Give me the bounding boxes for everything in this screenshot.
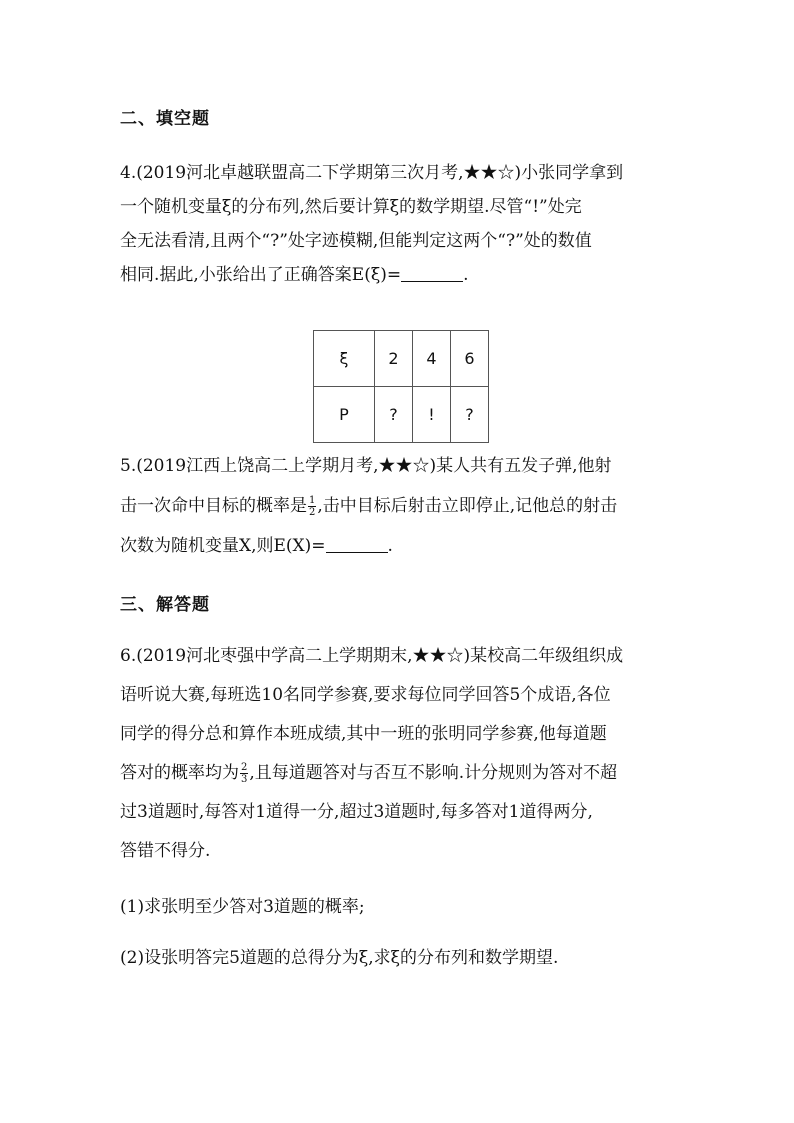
fraction-denominator: 2 [309,507,316,518]
question-5 [120,449,680,563]
section-heading-solutions: 三、解答题 [120,595,210,615]
question-5-line-2 [120,489,680,523]
question-5-line-3 [120,529,680,563]
table-cell: ! [413,387,451,443]
question-6 [120,639,680,975]
question-4-period: . [463,265,469,285]
table-cell: ξ [314,331,375,387]
fraction-two-thirds [240,762,248,785]
question-6-line-5: 过3道题时,每答对1道得一分,超过3道题时,每多答对1道得两分, [120,802,593,822]
question-5-text: 击一次命中目标的概率是 [120,496,307,516]
question-6-line-3: 同学的得分总和算作本班成绩,其中一班的张明同学参赛,他每道题 [120,724,607,744]
table-row [314,387,489,443]
question-5-text: 次数为随机变量X,则E(X)= [120,536,326,556]
question-6-line-1: 6.(2019河北枣强中学高二上学期期末,★★☆)某校高二年级组织成 [120,646,624,666]
table-cell: 4 [413,331,451,387]
table-cell: P [314,387,375,443]
fraction-denominator: 3 [241,774,248,785]
question-5-text: ,击中目标后射击立即停止,记他总的射击 [317,496,618,516]
question-5-line-1: 5.(2019江西上饶高二上学期月考,★★☆)某人共有五发子弹,他射 [120,456,612,476]
question-5-period: . [387,536,393,556]
fraction-numerator: 2 [241,762,248,773]
question-4-line-1: 4.(2019河北卓越联盟高二下学期第三次月考,★★☆)小张同学拿到 [120,163,624,183]
question-6-text: 答对的概率均为 [120,763,239,783]
question-6-part-2: (2)设张明答完5道题的总得分为ξ,求ξ的分布列和数学期望. [120,948,559,968]
section-heading-fill-in: 二、填空题 [120,109,210,129]
answer-blank [401,263,463,282]
question-6-line-4 [120,756,680,795]
question-6-line-2: 语听说大赛,每班选10名同学参赛,要求每位同学回答5个成语,各位 [120,685,611,705]
table-cell: ? [375,387,413,443]
table-cell: ? [451,387,489,443]
answer-blank [326,534,388,553]
fraction-one-half [308,495,316,518]
question-4-line-2: 一个随机变量ξ的分布列,然后要计算ξ的数学期望.尽管“!”处完 [120,197,582,217]
question-4-line-4 [120,258,680,292]
question-4 [120,156,680,292]
table-cell: 6 [451,331,489,387]
table-row [314,331,489,387]
distribution-table [313,330,489,443]
question-4-text: 相同.据此,小张给出了正确答案E(ξ)= [120,265,402,285]
question-6-line-6: 答错不得分. [120,841,211,861]
question-4-line-3: 全无法看清,且两个“?”处字迹模糊,但能判定这两个“?”处的数值 [120,231,592,251]
table-cell: 2 [375,331,413,387]
question-6-part-1: (1)求张明至少答对3道题的概率; [120,897,365,917]
fraction-numerator: 1 [309,495,316,506]
question-6-text: ,且每道题答对与否互不影响.计分规则为答对不超 [249,763,618,783]
